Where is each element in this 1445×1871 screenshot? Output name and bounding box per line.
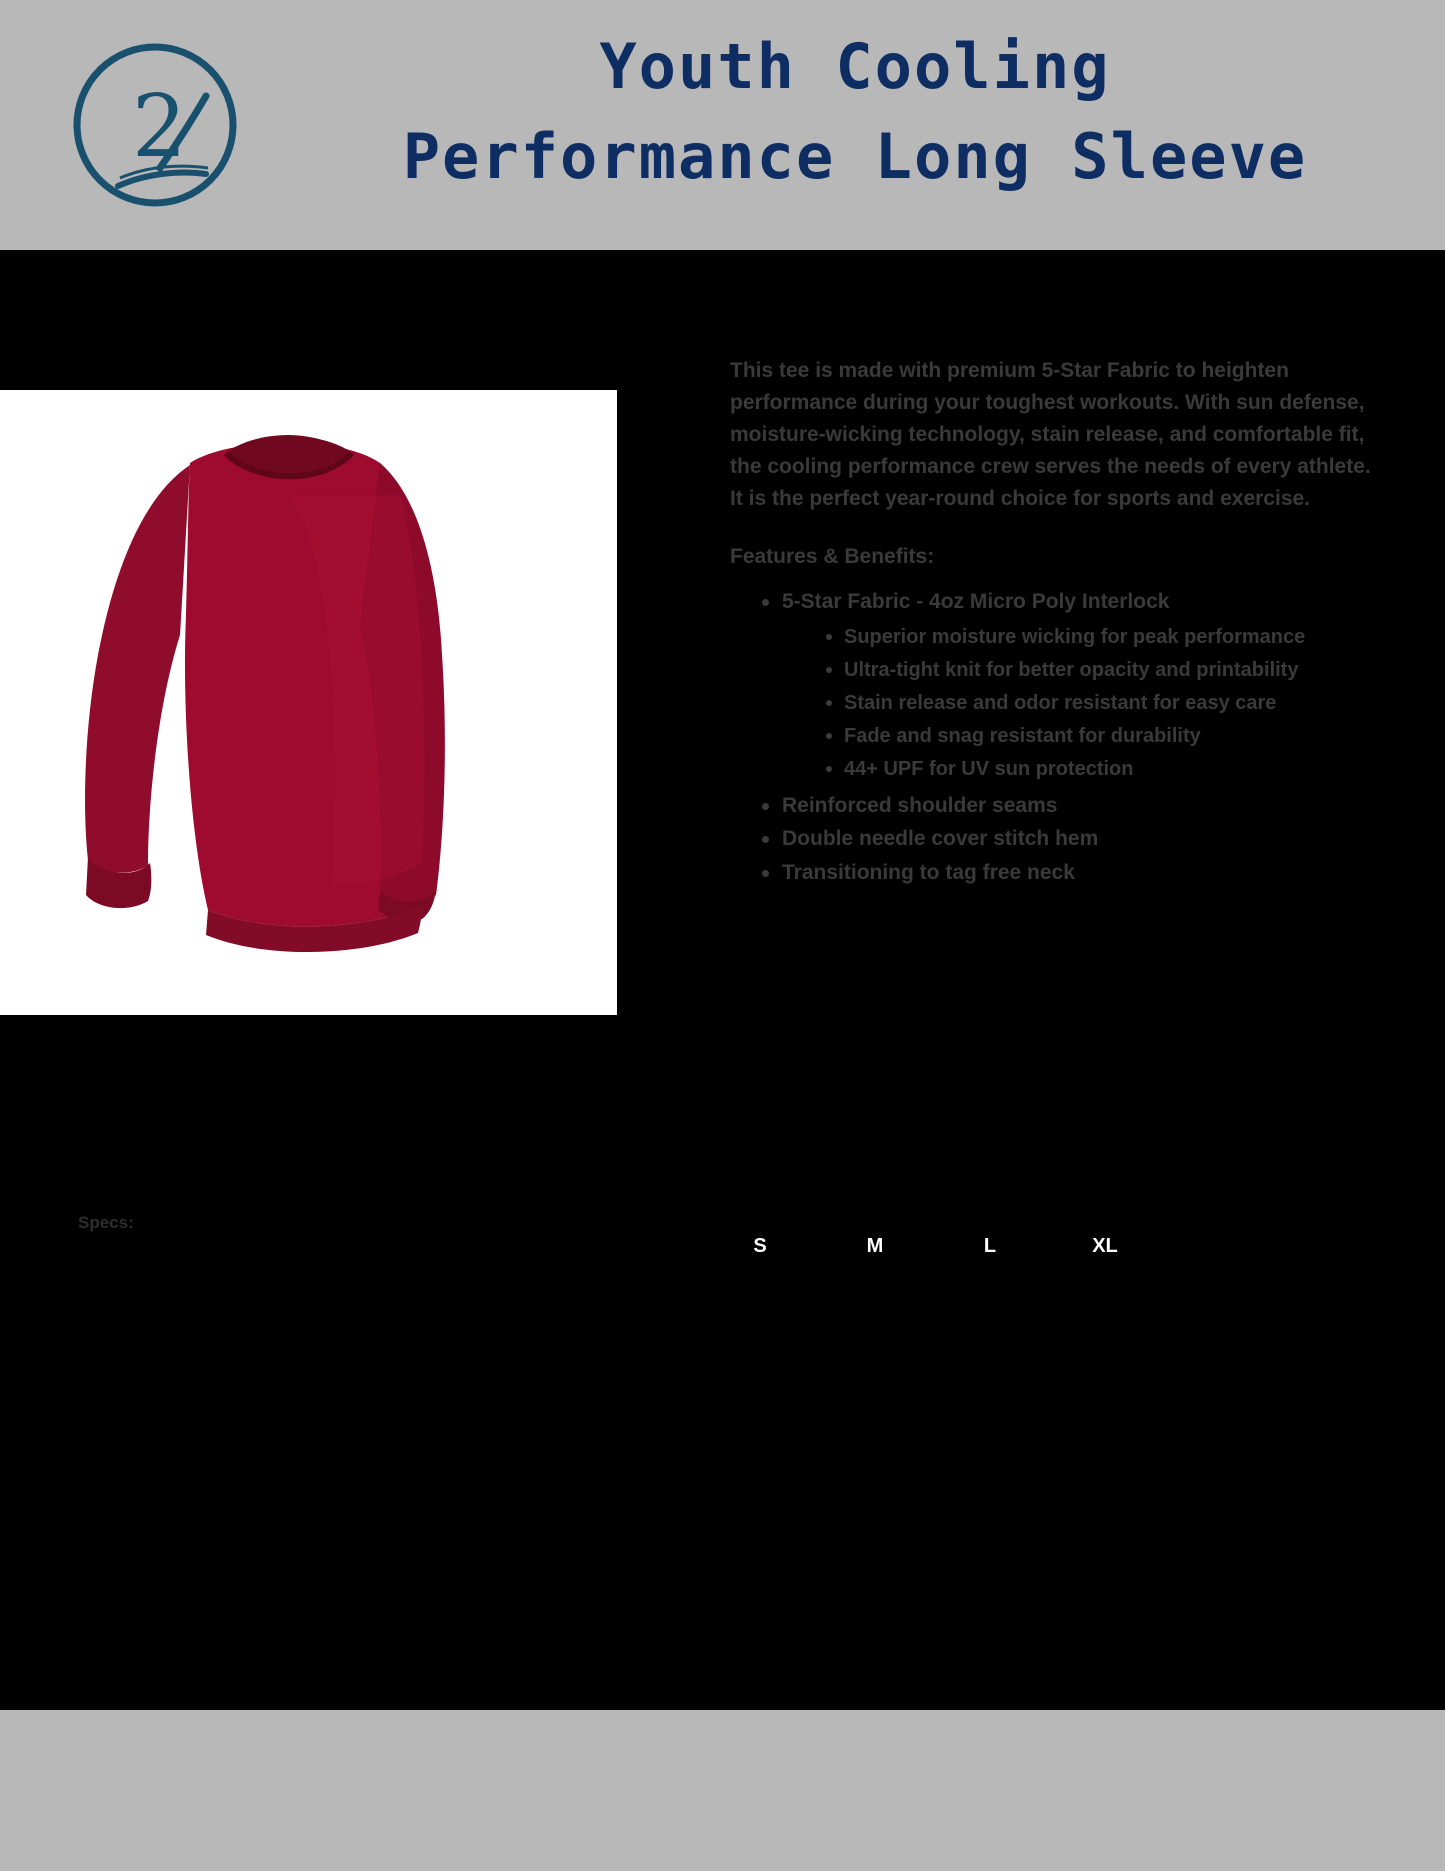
- content-area: [0, 250, 1445, 1710]
- size-row: [730, 1235, 1210, 1265]
- list-item: Transitioning to tag free neck: [782, 857, 1380, 889]
- size-cell-m: M: [866, 1235, 884, 1257]
- specs-label: Specs:: [78, 1213, 134, 1232]
- description-paragraph: This tee is made with premium 5-Star Fabric to heighten performance during your toughest workouts. With sun defense, moisture-wicking technology, stain release, and comfortable fit, the cooling performance crew serves the needs of every athlete. It is the perfect year-round choice for sports and exercise.: [730, 359, 1371, 510]
- product-description: [730, 355, 1380, 890]
- size-cell-xl: XL: [1092, 1235, 1118, 1257]
- list-item: 44+ UPF for UV sun protection: [844, 754, 1380, 784]
- page-title-line-2: Performance Long Sleeve: [402, 119, 1308, 193]
- list-item: Stain release and odor resistant for easy care: [844, 688, 1380, 718]
- features-list: [730, 586, 1380, 888]
- list-item: Reinforced shoulder seams: [782, 790, 1380, 822]
- list-item: Fade and snag resistant for durability: [844, 721, 1380, 751]
- feature-sublist: [782, 622, 1380, 784]
- monogram-logo-icon: [60, 38, 250, 213]
- page-header: [0, 0, 1445, 250]
- page-title: [300, 22, 1410, 202]
- list-item: Superior moisture wicking for peak performance: [844, 622, 1380, 652]
- shirt-illustration-icon: [40, 405, 540, 1005]
- list-item: Double needle cover stitch hem: [782, 823, 1380, 855]
- feature-label: 5-Star Fabric - 4oz Micro Poly Interlock: [782, 590, 1170, 614]
- page-footer: [0, 1710, 1445, 1871]
- product-image: [0, 390, 617, 1015]
- features-heading: Features & Benefits:: [730, 544, 935, 568]
- list-item: Ultra-tight knit for better opacity and printability: [844, 655, 1380, 685]
- size-cell-s: S: [753, 1235, 767, 1257]
- size-cell-l: L: [983, 1235, 997, 1257]
- list-item: [782, 586, 1380, 784]
- svg-text:2: 2: [132, 77, 187, 177]
- page-title-line-1: Youth Cooling: [599, 30, 1111, 103]
